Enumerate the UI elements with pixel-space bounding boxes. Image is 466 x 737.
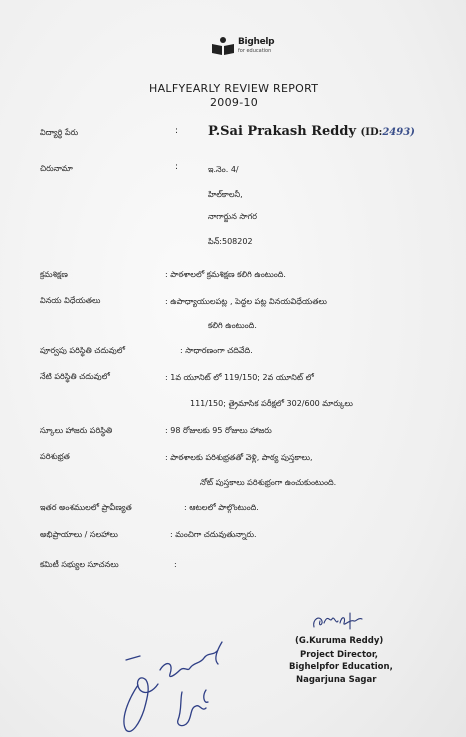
field-label-cleanliness: పరిశుభ్రత [40, 452, 70, 461]
field-value-cleanliness: : పాఠశాలకు పరిశుభ్రతతో వెళ్లి, పాఠ్య పుస్తకాలు, [165, 453, 313, 462]
student-name [208, 124, 415, 139]
field-value-current-status: : 1వ యూనిట్ లో 119/150; 2వ యూనిట్ లో [165, 373, 314, 382]
field-value-current-status-cont: 111/150; త్రైమాసిక పరీక్షలో 302/600 మార్కులు [190, 399, 353, 408]
report-year: 2009-10 [210, 96, 259, 109]
logo-tagline: for education [238, 48, 272, 54]
field-label-current-status: నేటి పరిస్థితి చదువులో [40, 372, 110, 381]
student-id-label: (ID: [360, 127, 383, 138]
bighelp-logo [211, 36, 281, 58]
field-label-opinions: అభిప్రాయాలు / సలహాలు [40, 530, 118, 539]
handwritten-signature [310, 609, 370, 635]
field-value-cleanliness-cont: నోట్ పుస్తకాలు పరిశుభ్రంగా ఉంచుకుంటుంది. [200, 478, 337, 487]
field-value-committee: : [174, 560, 177, 569]
colon: : [175, 162, 179, 172]
colon: : [175, 126, 179, 136]
field-value-humility: : ఉపాధ్యాయులపట్ల , పెద్దల పట్ల వినయవిధేయతలు [165, 297, 327, 306]
address-pin: పిన్:508202 [208, 237, 253, 246]
field-label-humility: వినయ విధేయతలు [40, 296, 101, 305]
field-label-student-name: విద్యార్థి పేరు [40, 128, 79, 137]
field-label-attendance: స్కూలు హాజరు పరిస్థితి [40, 426, 113, 435]
signatory-name: (G.Kuruma Reddy) [295, 636, 384, 646]
parent-signature [110, 630, 230, 735]
field-label-previous-status: పూర్వపు పరిస్థితి చదువులో [40, 346, 125, 355]
student-name-text: P.Sai Prakash Reddy [208, 124, 357, 139]
book-person-icon [211, 36, 235, 56]
address-line-3: నాగార్జున సాగర [208, 212, 258, 221]
address-line-1: ఇ.నెం. 4/ [208, 165, 239, 174]
signatory-org: Bighelpfor Education, [289, 662, 393, 672]
report-title: HALFYEARLY REVIEW REPORT [149, 82, 319, 95]
field-value-previous-status: : సాధారణంగా చదివేది. [180, 346, 253, 355]
signatory-title: Project Director, [300, 650, 379, 660]
signatory-place: Nagarjuna Sagar [296, 675, 377, 685]
field-value-discipline: : పాఠశాలలో క్రమశిక్షణ కలిగి ఉంటుంది. [165, 270, 286, 279]
student-id-value: 2493) [382, 127, 415, 138]
field-value-humility-cont: కలిగి ఉంటుంది. [208, 321, 257, 330]
field-label-address: చిరునామా [40, 164, 73, 173]
field-label-discipline: క్రమశిక్షణ [40, 270, 68, 279]
field-label-committee: కమిటీ సభ్యుల సూచనలు [40, 560, 119, 569]
field-value-opinions: : మంచిగా చదువుతున్నారు. [170, 530, 257, 539]
field-value-other-skills: : ఆటలలో పాల్గొంటుంది. [184, 503, 259, 512]
field-label-other-skills: ఇతర అంశములలో ప్రావీణ్యత [40, 503, 132, 512]
field-value-attendance: : 98 రోజులకు 95 రోజులు హాజరు [165, 426, 272, 435]
address-line-2: హిల్‌కాలనీ, [208, 190, 243, 199]
logo-brand: Bighelp [238, 37, 275, 47]
